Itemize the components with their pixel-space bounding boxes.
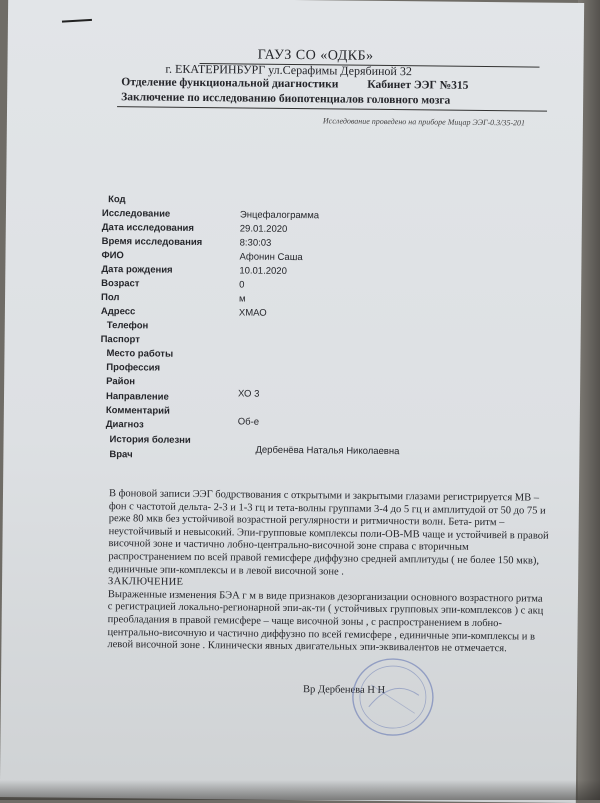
- field-label: Дата рождения: [101, 263, 173, 276]
- organization-address: г. ЕКАТЕРИНБУРГ ул.Серафимы Дерябиной 32: [165, 61, 412, 79]
- field-label: Пол: [101, 291, 120, 304]
- field-label: Профессия: [106, 362, 161, 374]
- field-label: Диагноз: [105, 419, 144, 431]
- field-value: ХМАО: [238, 307, 267, 319]
- field-value: Афонин Саша: [239, 251, 303, 264]
- field-label: Телефон: [106, 320, 149, 332]
- title-rule: [117, 106, 547, 112]
- doctor-signature: Вр Дербенева Н Н: [302, 684, 386, 696]
- field-value: Дербенёва Наталья Николаевна: [255, 444, 400, 458]
- field-value: Энцефалограмма: [239, 209, 320, 222]
- field-label: Возраст: [101, 277, 140, 290]
- findings-paragraph: В фоновой записи ЭЭГ бодрствования с открытыми и закрытыми глазами регистрируется МВ – фон с частотой дельта- 2-3 и 1-3 гц и тета-волны группами 3-4 до 5 гц и амплитудой от 50 до 75 и реже 80 мкв без устойчивой возрастной регулярности и ритмичности волн. Бета- ритм – неустойчивый и невысокий. Эпи-групповые комплексы поли-ОВ-МВ чаще и устойчивей в правой височной зоне и частично лобно-центрально-височной зоне справа с вторичным распространением по всей правой гемисфере диффузно средней амплитуды ( не более 150 мкв), единичные эпи-комплексы и в левой височной зоне .: [108, 488, 549, 578]
- field-label: Район: [106, 376, 136, 388]
- room-name: Кабинет ЭЭГ №315: [367, 78, 469, 92]
- field-label: Место работы: [106, 348, 174, 360]
- field-value: 0: [239, 279, 245, 291]
- field-label: Исследование: [101, 207, 171, 220]
- field-label: ФИО: [101, 249, 124, 262]
- stamp-seal: [348, 655, 437, 740]
- field-label: Паспорт: [100, 333, 140, 346]
- document-header: [108, 46, 548, 107]
- field-value: ХО 3: [238, 388, 260, 400]
- field-label: Время исследования: [101, 235, 203, 249]
- photo-shadow: [0, 780, 600, 800]
- field-label: История болезни: [109, 434, 191, 446]
- organization-name: ГАУЗ СО «ОДКБ»: [257, 47, 374, 64]
- field-label: Адресс: [100, 305, 136, 318]
- field-label: Дата исследования: [101, 221, 195, 234]
- department-name: Отделение функциональной диагностики: [121, 76, 339, 91]
- conclusion-heading: ЗАКЛЮЧЕНИЕ: [108, 576, 184, 589]
- field-label: Код: [108, 194, 126, 206]
- field-label: Комментарий: [105, 405, 170, 417]
- field-value: 8:30:03: [239, 237, 272, 249]
- document-title: Заключение по исследованию биопотенциалов головного мозга: [121, 91, 451, 107]
- field-value: м: [238, 293, 246, 305]
- report-body: [107, 488, 549, 656]
- conclusion-paragraph: Выраженные изменения БЭА г м в виде признаков дезорганизации основного возрастного ритма с регистрацией локально-регионарной эпи-ак-ти ( устойчивых групповых эпи-комплексов ) с акц преобладания в правой гемисфере – чаще височной зоны , с распространением в лобно-центрально-височную и частично диффузно по всей гемисфере , единичные эпи-комплексы и в левой височной зоне . Клинически явных двигательных эпи-эквивалентов не отмечается.: [107, 588, 544, 655]
- field-label: Направление: [105, 391, 169, 403]
- field-value: 29.01.2020: [239, 223, 288, 235]
- device-note: Исследование проведено на приборе Мицар ЭЭГ-0.3/35-201: [322, 116, 526, 128]
- field-value: Об-е: [237, 416, 260, 428]
- pencil-mark: [62, 19, 92, 23]
- field-value: 10.01.2020: [239, 265, 287, 277]
- field-label: Врач: [109, 449, 133, 461]
